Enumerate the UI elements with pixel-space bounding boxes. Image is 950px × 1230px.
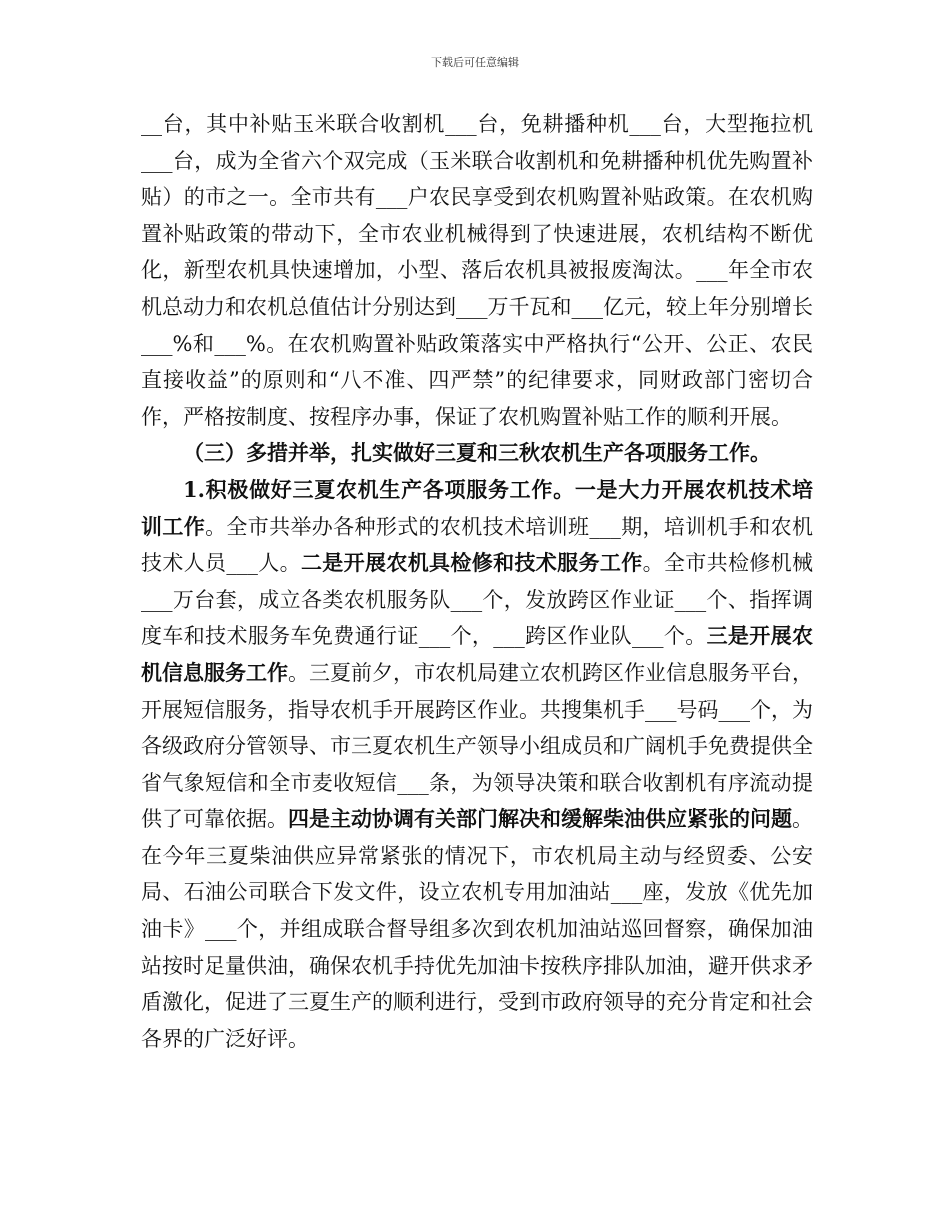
paragraph-subsidy: __台，其中补贴玉米联合收割机___台，免耕播种机___台，大型拖拉机___台，成为全省六个双完成（玉米联合收割机和免耕播种机优先购置补贴）的市之一。全市共有___户农民享受到农机购置补贴政策。在农机购置补贴政策的带动下，全市农业机械得到了快速进展，农机结构不断优化，新型农机具快速增加，小型、落后农机具被报废淘汰。___年全市农机总动力和农机总值估计分别达到___万千瓦和___亿元，较上年分别增长___%和___%。在农机购置补贴政策落实中严格执行“公开、公正、农民直接收益”的原则和“八不准、四严禁”的纪律要求，同财政部门密切合作，严格按制度、按程序办事，保证了农机购置补贴工作的顺利开展。	[141, 112, 813, 429]
page-header: 下载后可任意编辑	[431, 56, 519, 69]
section-heading: （三）多措并举，扎实做好三夏和三秋农机生产各项服务工作。	[183, 440, 771, 466]
bold-lead-2: 二是开展农机具检修和技术服务工作	[300, 550, 643, 576]
text-1: 。全市共举办各种形式的农机技术培训班___期，培训机手和农机技术人员___人。	[141, 514, 814, 576]
text-2: 。全市共检修机械___万台套，成立各类农机服务队___个，发放跨区作业证___个、指挥调度车和技术服务车免费通行证___个，___跨区作业队___个。	[141, 551, 814, 649]
bold-lead-3: 三是开展农机信息服务工作	[141, 623, 814, 685]
document-body	[141, 106, 813, 1057]
bold-lead-4: 四是主动协调有关部门解决和缓解柴油供应紧张的问题	[288, 806, 792, 832]
bold-lead-1: 1.积极做好三夏农机生产各项服务工作。一是大力开展农机技术培训工作	[141, 476, 813, 539]
paragraph-services	[141, 472, 813, 1058]
text-4: 。在今年三夏柴油供应异常紧张的情况下，市农机局主动与经贸委、公安局、石油公司联合下发文件，设立农机专用加油站___座，发放《优先加油卡》___个，并组成联合督导组多次到农机加油站巡回督察，确保加油站按时足量供油，确保农机手持优先加油卡按秩序排队加油，避开供求矛盾激化，促进了三夏生产的顺利进行，受到市政府领导的充分肯定和社会各界的广泛好评。	[141, 807, 813, 1051]
text-3: 。三夏前夕，市农机局建立农机跨区作业信息服务平台，开展短信服务，指导农机手开展跨区作业。共搜集机手___号码___个，为各级政府分管领导、市三夏农机生产领导小组成员和广阔机手免费提供全省气象短信和全市麦收短信___条，为领导决策和联合收割机有序流动提供了可靠依据。	[141, 660, 813, 832]
